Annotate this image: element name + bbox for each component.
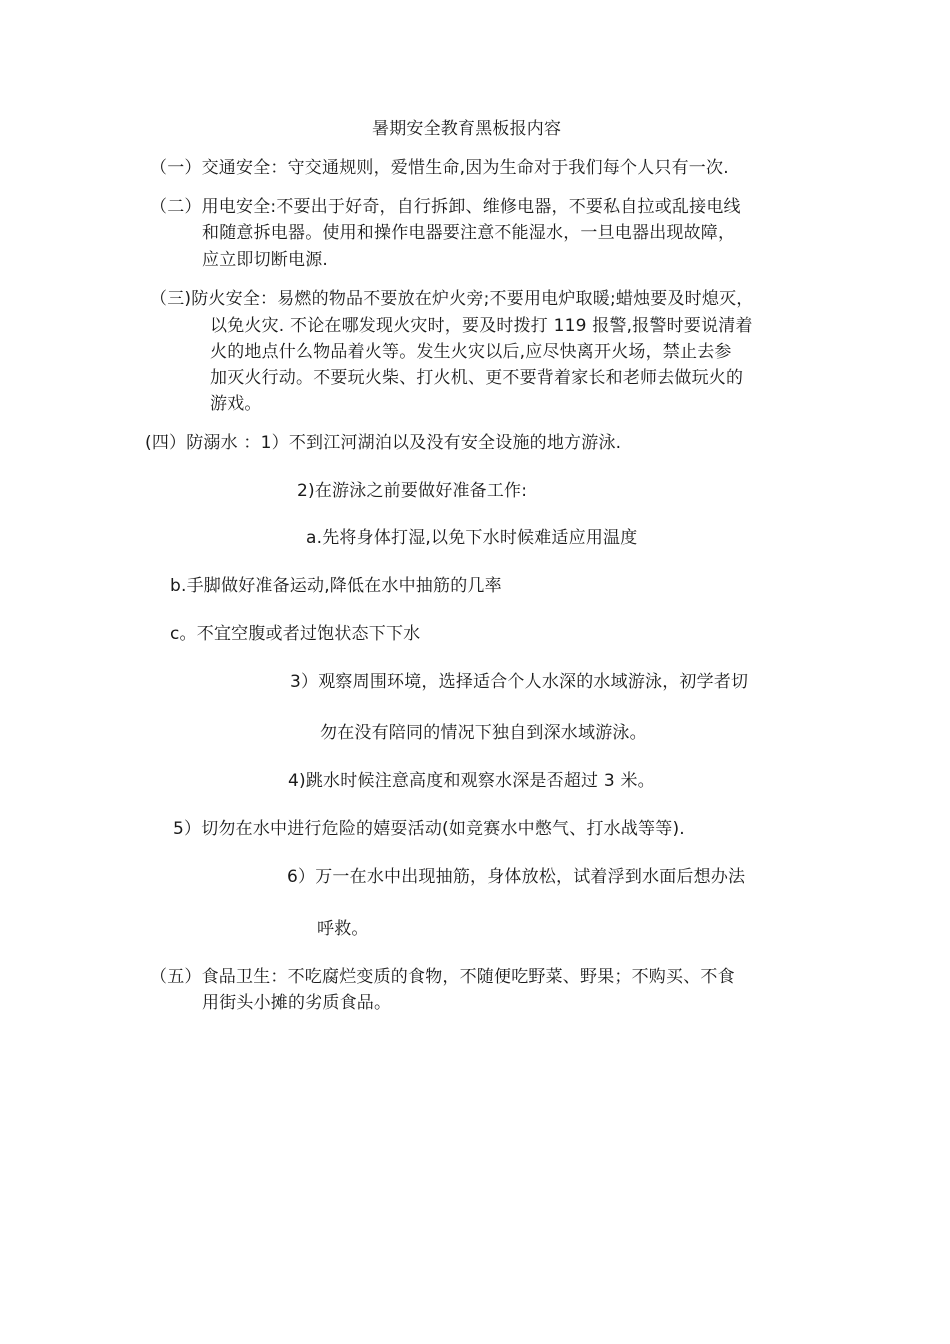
section-fire-line-2: 以免火灾. 不论在哪发现火灾时，要及时拨打 119 报警,报警时要说清着 [210,316,753,336]
section-drowning-line-3: a.先将身体打湿,以免下水时候难适应用温度 [306,528,638,548]
section-drowning-line-10: 6）万一在水中出现抽筋，身体放松，试着浮到水面后想办法 [287,867,746,887]
section-drowning-line-1: (四）防溺水 ：1）不到江河湖泊以及没有安全设施的地方游泳. [145,433,622,453]
section-food-line-1: （五）食品卫生：不吃腐烂变质的食物，不随便吃野菜、野果；不购买、不食 [150,967,735,987]
section-drowning-line-5: c。不宜空腹或者过饱状态下下水 [170,624,421,644]
section-drowning-line-6: 3）观察周围环境，选择适合个人水深的水域游泳，初学者切 [290,672,749,692]
section-fire-line-4: 加灭火行动。不要玩火柴、打火机、更不要背着家长和老师去做玩火的 [210,368,744,388]
section-drowning-line-8: 4)跳水时候注意高度和观察水深是否超过 3 米。 [288,771,655,791]
section-drowning-line-9: 5）切勿在水中进行危险的嬉耍活动(如竞赛水中憋气、打水战等等). [173,819,685,839]
section-electric-line-2: 和随意拆电器。使用和操作电器要注意不能湿水，一旦电器出现故障， [202,223,736,243]
section-drowning-line-2: 2)在游泳之前要做好准备工作: [297,481,528,501]
section-fire-line-5: 游戏。 [210,394,262,414]
section-drowning-line-4: b.手脚做好准备运动,降低在水中抽筋的几率 [170,576,502,596]
section-traffic-line-1: （一）交通安全：守交通规则，爱惜生命,因为生命对于我们每个人只有一次. [150,158,729,178]
section-fire-line-1: （三)防火安全：易燃的物品不要放在炉火旁;不要用电炉取暖;蜡烛要及时熄灭， [150,289,754,309]
section-electric-line-1: （二）用电安全:不要出于好奇，自行拆卸、维修电器，不要私自拉或乱接电线 [150,197,741,217]
page-title: 暑期安全教育黑板报内容 [372,119,562,139]
section-electric-line-3: 应立即切断电源. [202,250,329,270]
section-fire-line-3: 火的地点什么物品着火等。发生火灾以后,应尽快离开火场，禁止去参 [210,342,732,362]
section-drowning-line-11: 呼救。 [317,919,369,939]
section-food-line-2: 用街头小摊的劣质食品。 [202,993,392,1013]
section-drowning-line-7: 勿在没有陪同的情况下独自到深水域游泳。 [320,723,647,743]
